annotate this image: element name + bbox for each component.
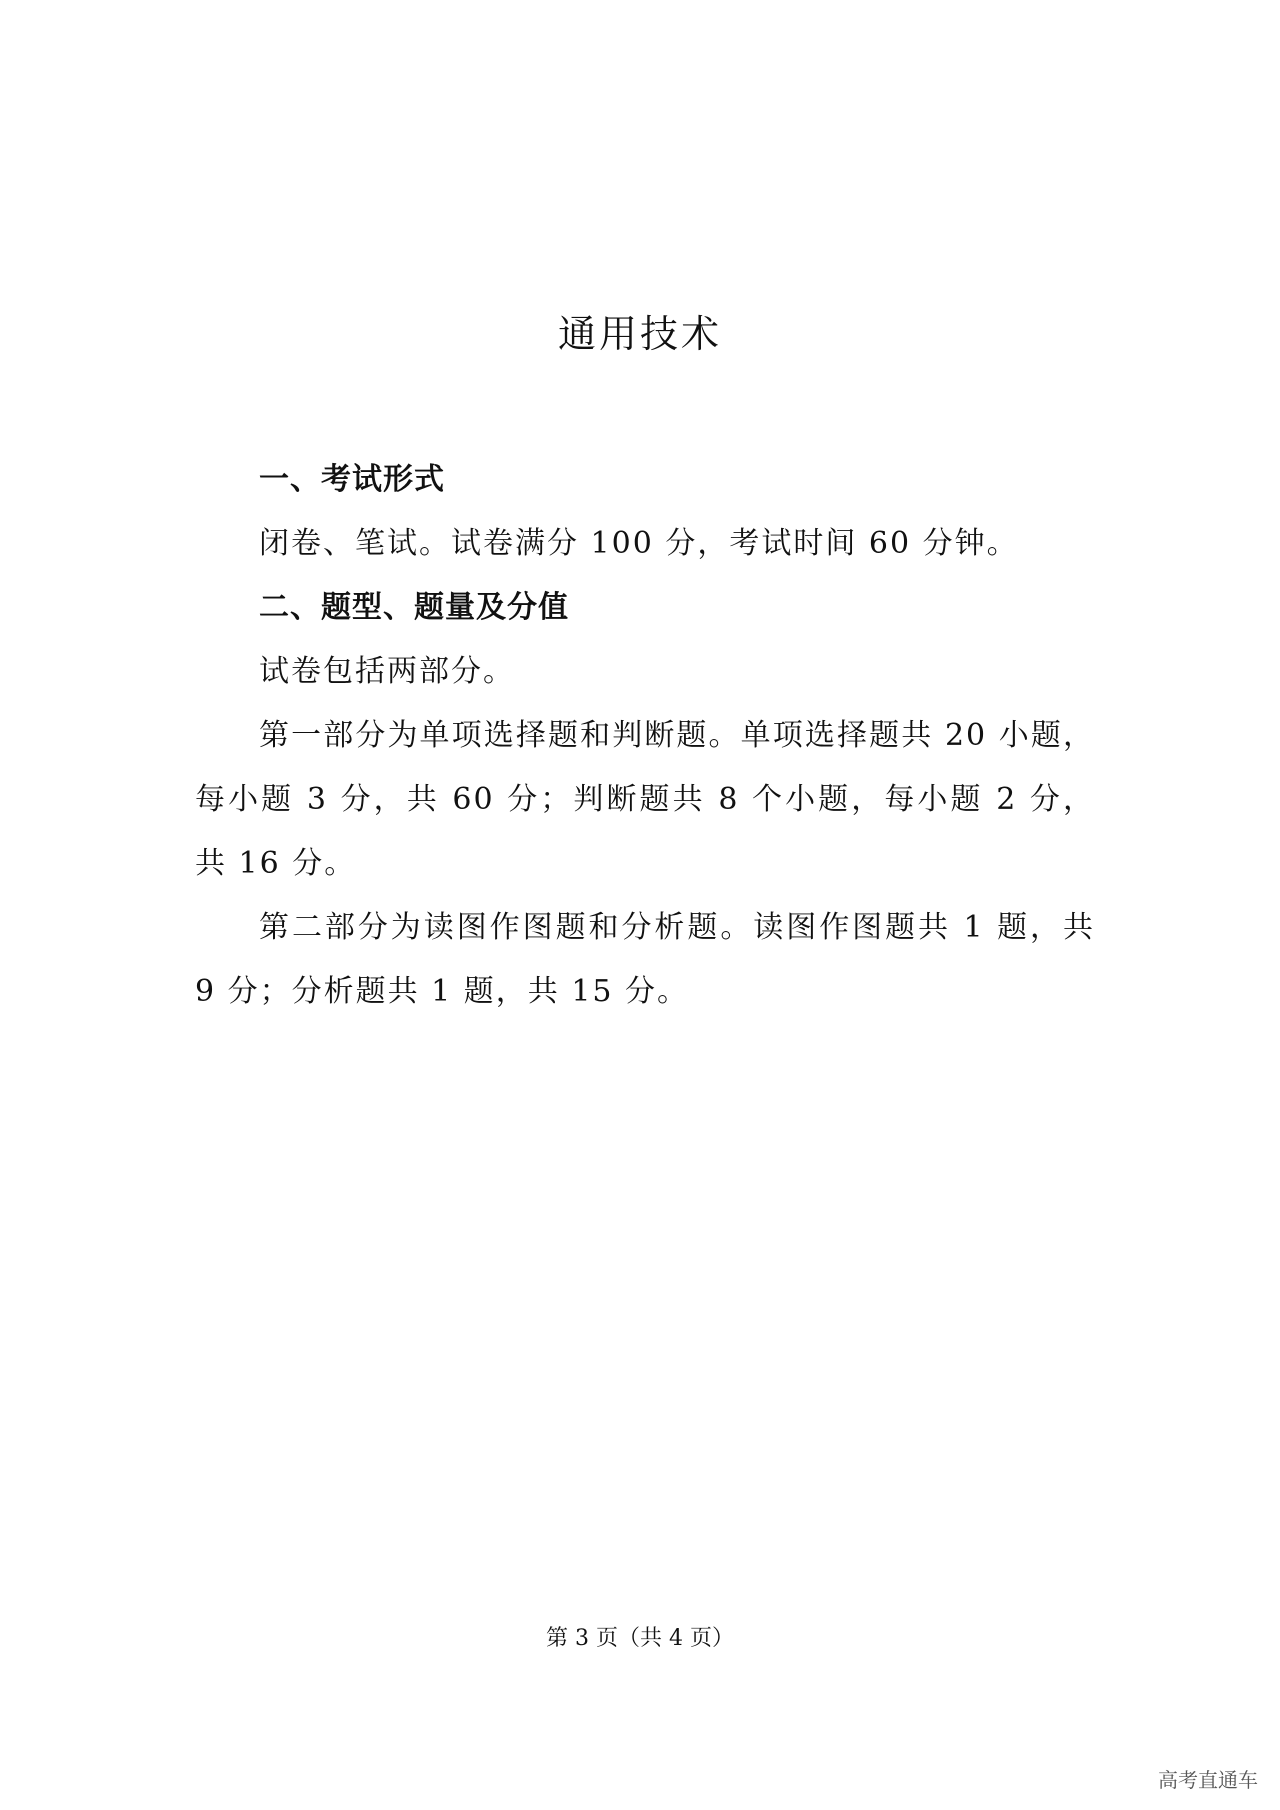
document-body [195, 448, 1095, 1024]
paragraph-paper-parts: 试卷包括两部分。 [259, 654, 515, 689]
section-heading-exam-format: 一、考试形式 [259, 462, 445, 497]
document-title: 通用技术 [557, 312, 722, 356]
watermark-text: 高考直通车 [1158, 1768, 1258, 1792]
section-heading-question-types: 二、题型、题量及分值 [259, 590, 569, 625]
paragraph-part-one: 第一部分为单项选择题和判断题。单项选择题共 20 小题，每小题 3 分，共 60 分；判断题共 8 个小题，每小题 2 分，共 16 分。 [195, 718, 1095, 881]
page-footer: 第 3 页（共 4 页） [546, 1626, 734, 1651]
paragraph-exam-format: 闭卷、笔试。试卷满分 100 分，考试时间 60 分钟。 [259, 526, 1019, 561]
paragraph-part-two: 第二部分为读图作图题和分析题。读图作图题共 1 题，共 9 分；分析题共 1 题，共 15 分。 [195, 910, 1095, 1009]
